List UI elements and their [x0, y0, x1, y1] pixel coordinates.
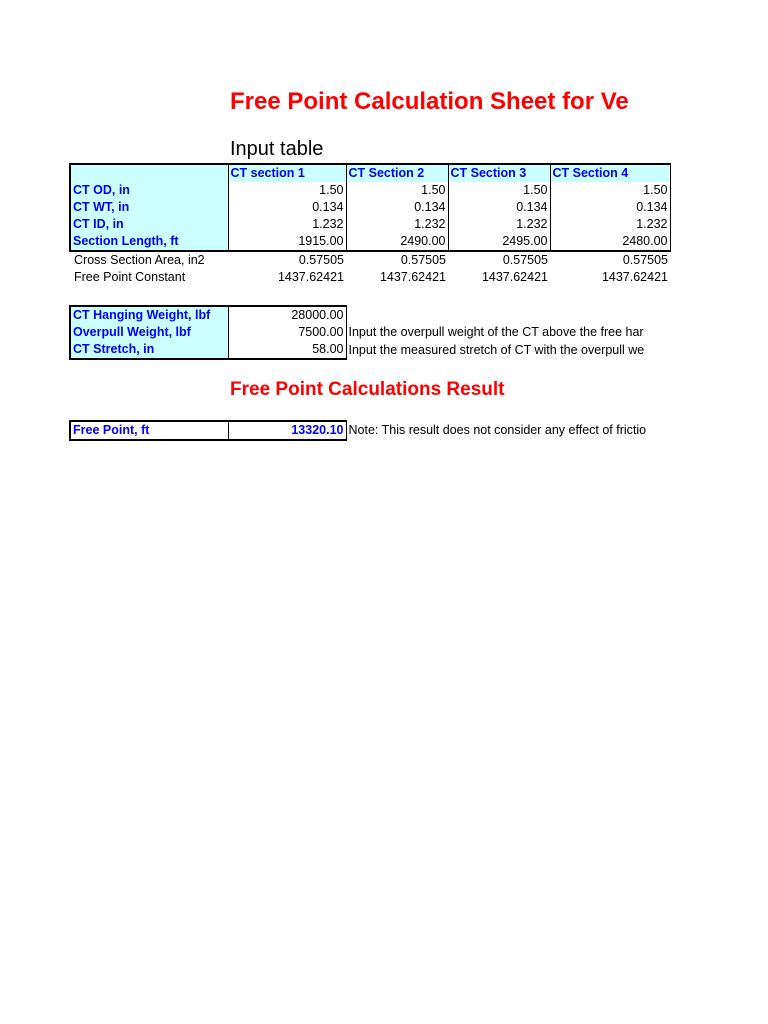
row-label-ct-wt: CT WT, in — [70, 199, 228, 216]
column-header-section-2: CT Section 2 — [346, 164, 448, 182]
table-row — [70, 269, 670, 286]
cell-ct-id-2[interactable]: 1.232 — [346, 216, 448, 233]
result-title: Free Point Calculations Result — [230, 379, 505, 400]
row-label-hanging-weight: CT Hanging Weight, lbf — [70, 306, 228, 324]
cell-hanging-weight[interactable]: 28000.00 — [228, 306, 346, 324]
table-row — [70, 199, 670, 216]
cell-ct-id-4[interactable]: 1.232 — [550, 216, 670, 233]
cell-ct-wt-2[interactable]: 0.134 — [346, 199, 448, 216]
cell-ct-stretch[interactable]: 58.00 — [228, 341, 346, 359]
note-ct-stretch: Input the measured stretch of CT with the overpull we — [348, 342, 645, 357]
cell-section-length-2[interactable]: 2490.00 — [346, 233, 448, 251]
result-note: Note: This result does not consider any effect of frictio — [348, 423, 647, 437]
row-label-ct-od: CT OD, in — [70, 182, 228, 199]
cell-ct-od-3[interactable]: 1.50 — [448, 182, 550, 199]
cell-section-length-3[interactable]: 2495.00 — [448, 233, 550, 251]
cell-free-point-constant-1: 1437.62421 — [277, 270, 344, 284]
row-label-ct-id: CT ID, in — [70, 216, 228, 233]
table-row — [70, 251, 670, 269]
table-row — [70, 216, 670, 233]
result-table — [69, 420, 670, 441]
table-row — [70, 182, 670, 199]
cell-ct-od-4[interactable]: 1.50 — [550, 182, 670, 199]
table-row — [70, 306, 670, 324]
cell-ct-id-1[interactable]: 1.232 — [228, 216, 346, 233]
cell-ct-wt-1[interactable]: 0.134 — [228, 199, 346, 216]
cell-ct-wt-3[interactable]: 0.134 — [448, 199, 550, 216]
result-label-free-point: Free Point, ft — [70, 421, 228, 440]
cell-cross-section-area-1: 0.57505 — [298, 253, 344, 267]
cell-cross-section-area-2: 0.57505 — [400, 253, 446, 267]
row-label-free-point-constant: Free Point Constant — [74, 270, 186, 284]
load-table — [69, 305, 671, 360]
row-label-cross-section-area: Cross Section Area, in2 — [74, 253, 205, 267]
cell-free-point-constant-4: 1437.62421 — [601, 270, 668, 284]
column-header-section-4: CT Section 4 — [550, 164, 670, 182]
section-header-row — [70, 164, 670, 182]
cell-section-length-1[interactable]: 1915.00 — [228, 233, 346, 251]
cell-free-point-constant-3: 1437.62421 — [481, 270, 548, 284]
cell-ct-od-2[interactable]: 1.50 — [346, 182, 448, 199]
input-table-title: Input table — [230, 138, 324, 160]
cell-cross-section-area-3: 0.57505 — [502, 253, 548, 267]
cell-ct-od-1[interactable]: 1.50 — [228, 182, 346, 199]
cell-ct-id-3[interactable]: 1.232 — [448, 216, 550, 233]
sheet-title: Free Point Calculation Sheet for Ve — [230, 88, 629, 115]
cell-free-point-constant-2: 1437.62421 — [379, 270, 446, 284]
cell-cross-section-area-4: 0.57505 — [622, 253, 668, 267]
input-table — [69, 163, 671, 286]
note-overpull-weight: Input the overpull weight of the CT above the free har — [348, 325, 644, 339]
cell-ct-wt-4[interactable]: 0.134 — [550, 199, 670, 216]
column-header-section-3: CT Section 3 — [448, 164, 550, 182]
note-hanging-weight — [346, 306, 670, 324]
cell-section-length-4[interactable]: 2480.00 — [550, 233, 670, 251]
row-label-section-length: Section Length, ft — [70, 233, 228, 251]
row-label-ct-stretch: CT Stretch, in — [70, 341, 228, 359]
table-row — [70, 324, 670, 341]
table-row — [70, 421, 670, 440]
row-label-overpull-weight: Overpull Weight, lbf — [70, 324, 228, 341]
result-value-free-point[interactable]: 13320.10 — [228, 421, 346, 440]
table-row — [70, 341, 670, 359]
column-header-section-1: CT section 1 — [228, 164, 346, 182]
cell-overpull-weight[interactable]: 7500.00 — [228, 324, 346, 341]
table-row — [70, 233, 670, 251]
header-corner-cell — [70, 164, 228, 182]
